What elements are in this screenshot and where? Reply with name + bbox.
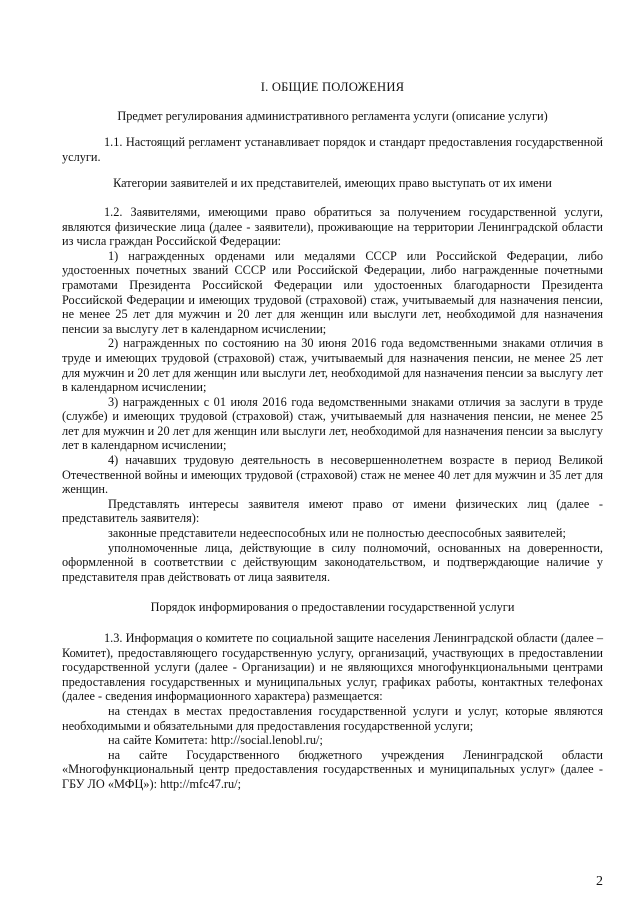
list-item-2: 2) награжденных по состоянию на 30 июня 2016 года ведомственными знаками отличия в труде и имеющих трудовой (страховой) стаж, учитываемый для назначения пенсии, не менее 25 лет для мужчин и 20 лет для женщин или выслуги лет, необходимой для назначения пенсии за выслугу лет в календарном исчислении; <box>62 336 603 395</box>
info-heading: Порядок информирования о предоставлении государственной услуги <box>150 600 515 615</box>
subject-heading: Предмет регулирования административного регламента услуги (описание услуги) <box>117 108 548 123</box>
info-place-3: на сайте Государственного бюджетного учреждения Ленинградской области «Многофункциональный центр предоставления государственных и муниципальных услуг» (далее - ГБУ ЛО «МФЦ»): http://mfc47.ru/; <box>62 747 603 791</box>
document-page <box>62 78 603 792</box>
page-number: 2 <box>596 874 603 889</box>
list-item-4: 4) начавших трудовую деятельность в несовершеннолетнем возрасте в период Великой Отечественной войны и имеющих трудовой (страховой) стаж не менее 40 лет для мужчин и 35 лет для женщин. <box>62 453 603 497</box>
paragraph-1-1: 1.1. Настоящий регламент устанавливает порядок и стандарт предоставления государственной услуги. <box>62 135 603 164</box>
applicants-heading: Категории заявителей и их представителей, имеющих право выступать от их имени <box>113 176 552 191</box>
representatives-intro: Представлять интересы заявителя имеют право от имени физических лиц (далее - представитель заявителя): <box>62 496 603 526</box>
representative-item-2: уполномоченные лица, действующие в силу полномочий, основанных на доверенности, оформленной в соответствии с действующим законодательством, и подтверждающие наличие у представителя прав действовать от лица заявителя. <box>62 540 603 584</box>
info-place-1: на стендах в местах предоставления государственной услуги и услуг, которые являются необходимыми и обязательными для предоставления государственной услуги; <box>62 703 603 733</box>
list-item-3: 3) награжденных с 01 июля 2016 года ведомственными знаками отличия за заслуги в труде (службе) и имеющих трудовой (страховой) стаж, учитываемый для назначения пенсии, не менее 25 лет для мужчин и 20 лет для женщин или выслуги лет, необходимой для назначения пенсии за выслугу лет в календарном исчислении; <box>62 394 603 453</box>
section-title: I. ОБЩИЕ ПОЛОЖЕНИЯ <box>260 80 405 94</box>
paragraph-1-3: 1.3. Информация о комитете по социальной защите населения Ленинградской области (далее – Комитет), предоставляющего государственную услугу, организаций, участвующих в предоставлении государственной услуги (далее - Организации) и не являющихся многофункциональными центрами предоставления государственных и муниципальных услуг, графиках работы, контактных телефонах (далее - сведения информационного характера) размещается: <box>62 631 603 704</box>
list-item-1: 1) награжденных орденами или медалями СССР или Российской Федерации, либо удостоенных почетных званий СССР или Российской Федерации, либо награжденные почетными грамотами Президента Российской Федерации или удостоенных благодарности Президента Российской Федерации и имеющих трудовой (страховой) стаж, учитываемый для назначения пенсии, не менее 25 лет для мужчин и 20 лет для женщин или выслуги лет, необходимой для назначения пенсии за выслугу лет в календарном исчислении; <box>62 248 603 336</box>
info-place-2: на сайте Комитета: http://social.lenobl.ru/; <box>108 733 323 748</box>
representative-item-1: законные представители недееспособных или не полностью дееспособных заявителей; <box>108 526 566 541</box>
paragraph-1-2: 1.2. Заявителями, имеющими право обратиться за получением государственной услуги, являются физические лица (далее - заявители), проживающие на территории Ленинградской области из числа граждан Российской Федерации: <box>62 204 603 249</box>
